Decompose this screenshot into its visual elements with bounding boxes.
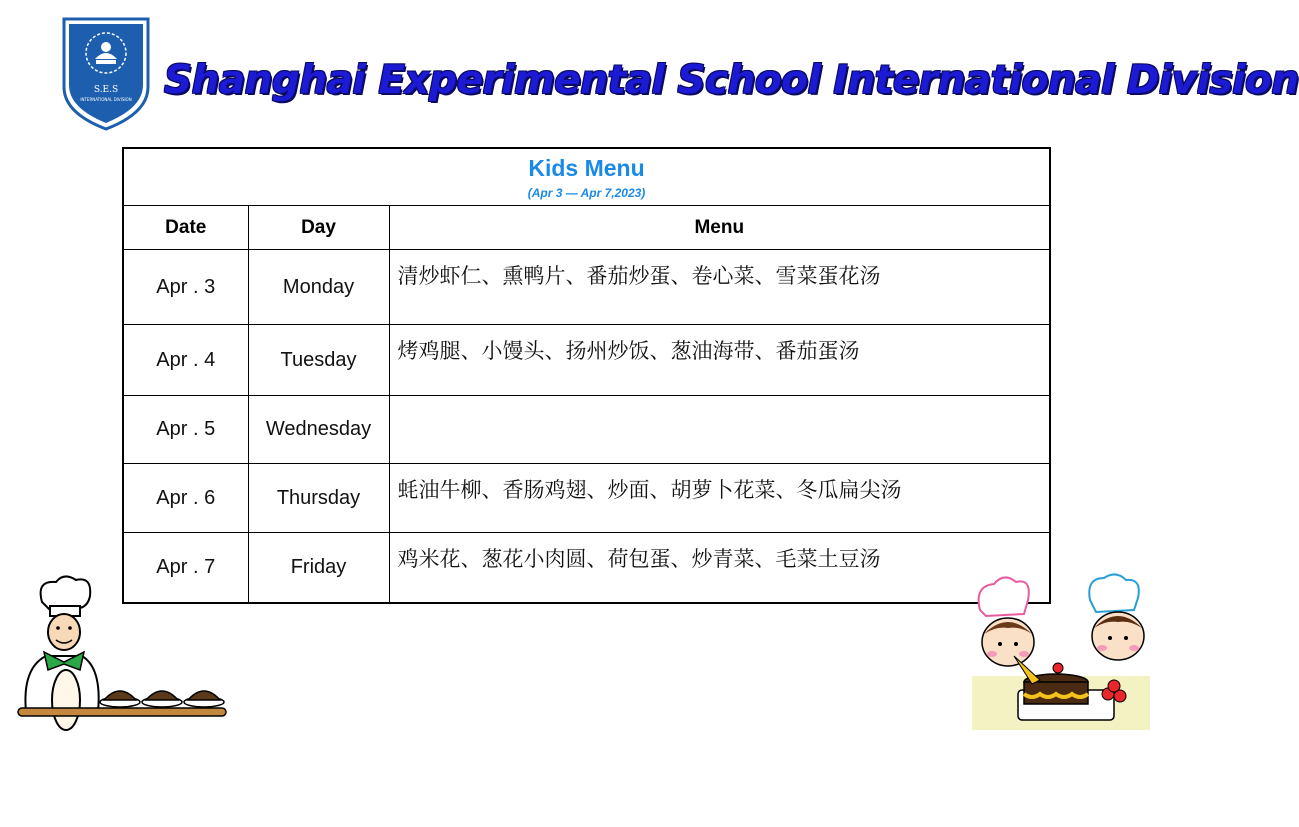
table-row bbox=[123, 396, 1050, 464]
date-cell: Apr . 4 bbox=[123, 325, 248, 396]
menu-title-cell bbox=[123, 148, 1050, 206]
column-header-date: Date bbox=[123, 206, 248, 250]
date-cell: Apr . 5 bbox=[123, 396, 248, 464]
menu-cell: 清炒虾仁、熏鸭片、番茄炒蛋、卷心菜、雪菜蛋花汤 bbox=[389, 250, 1050, 325]
menu-cell: 鸡米花、葱花小肉圆、荷包蛋、炒青菜、毛菜土豆汤 bbox=[389, 533, 1050, 604]
day-cell: Tuesday bbox=[248, 325, 389, 396]
kids-menu-table bbox=[122, 147, 1051, 604]
menu-title-row bbox=[123, 148, 1050, 206]
day-cell: Wednesday bbox=[248, 396, 389, 464]
table-row bbox=[123, 533, 1050, 604]
column-header-day: Day bbox=[248, 206, 389, 250]
table-header-row bbox=[123, 206, 1050, 250]
menu-cell: 蚝油牛柳、香肠鸡翅、炒面、胡萝卜花菜、冬瓜扁尖汤 bbox=[389, 464, 1050, 533]
day-cell: Monday bbox=[248, 250, 389, 325]
table-row bbox=[123, 464, 1050, 533]
table-row bbox=[123, 250, 1050, 325]
day-cell: Friday bbox=[248, 533, 389, 604]
kids-baking-cake-illustration bbox=[970, 570, 1152, 732]
day-cell: Thursday bbox=[248, 464, 389, 533]
logo-text: S.E.S bbox=[93, 85, 119, 95]
menu-cell bbox=[389, 396, 1050, 464]
table-row bbox=[123, 325, 1050, 396]
column-header-menu: Menu bbox=[389, 206, 1050, 250]
menu-title: Kids Menu bbox=[528, 155, 645, 181]
school-logo bbox=[62, 17, 150, 131]
menu-date-range: (Apr 3 — Apr 7,2023) bbox=[527, 186, 646, 200]
date-cell: Apr . 3 bbox=[123, 250, 248, 325]
date-cell: Apr . 7 bbox=[123, 533, 248, 604]
logo-subtext: INTERNATIONAL DIVISION bbox=[80, 97, 132, 102]
menu-cell: 烤鸡腿、小馒头、扬州炒饭、葱油海带、番茄蛋汤 bbox=[389, 325, 1050, 396]
chef-with-dishes-illustration bbox=[16, 572, 230, 738]
date-cell: Apr . 6 bbox=[123, 464, 248, 533]
school-name-heading: Shanghai Experimental School International Division bbox=[164, 58, 1299, 103]
